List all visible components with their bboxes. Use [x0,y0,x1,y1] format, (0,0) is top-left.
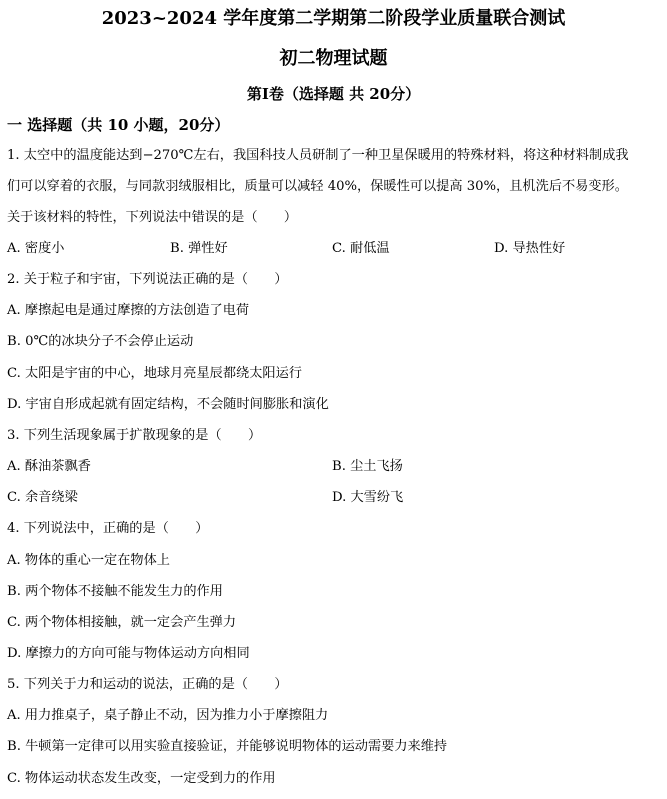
question-1-option-a: A. 密度小 [7,241,65,256]
question-2-option-d: D. 宇宙自形成起就有固定结构，不会随时间膨胀和演化 [7,397,329,412]
question-1-option-c: C. 耐低温 [332,241,390,256]
question-3-option-d: D. 大雪纷飞 [332,490,404,505]
question-4-option-c: C. 两个物体相接触，就一定会产生弹力 [7,615,237,630]
question-5-option-c: C. 物体运动状态发生改变，一定受到力的作用 [7,771,276,786]
section-title: 一 选择题（共 10 小题，20分） [7,116,230,134]
question-4-option-a: A. 物体的重心一定在物体上 [7,553,170,568]
question-2-option-a: A. 摩擦起电是通过摩擦的方法创造了电荷 [7,303,250,318]
question-3-option-a: A. 酥油茶飘香 [7,459,91,474]
question-1-stem-line-3: 关于该材料的特性，下列说法中错误的是（ ） [7,210,298,225]
subject-title: 初二物理试题 [279,48,388,69]
question-4-option-b: B. 两个物体不接触不能发生力的作用 [7,584,223,599]
question-5-stem: 5. 下列关于力和运动的说法，正确的是（ ） [7,677,288,692]
exam-title: 2023~2024 学年度第二学期第二阶段学业质量联合测试 [101,8,566,29]
question-1-stem-line-2: 们可以穿着的衣服，与同款羽绒服相比，质量可以减轻 40%，保暖性可以提高 30%，且机洗后不易变形。 [7,179,628,194]
question-3-stem: 3. 下列生活现象属于扩散现象的是（ ） [7,428,262,443]
part-title: 第Ⅰ卷（选择题 共 20分） [246,85,421,103]
question-5-option-a: A. 用力推桌子，桌子静止不动，因为推力小于摩擦阻力 [7,708,329,723]
question-3-option-b: B. 尘土飞扬 [332,459,403,474]
question-1-stem-line-1: 1. 太空中的温度能达到−270℃左右，我国科技人员研制了一种卫星保暖用的特殊材料，将这种材料制成我 [7,148,629,163]
question-5-option-b: B. 牛顿第一定律可以用实验直接验证，并能够说明物体的运动需要力来维持 [7,739,448,754]
question-4-option-d: D. 摩擦力的方向可能与物体运动方向相同 [7,646,250,661]
question-1-option-d: D. 导热性好 [494,241,566,256]
question-2-stem: 2. 关于粒子和宇宙，下列说法正确的是（ ） [7,272,288,287]
question-1-option-b: B. 弹性好 [170,241,228,256]
question-2-option-c: C. 太阳是宇宙的中心，地球月亮星辰都绕太阳运行 [7,366,302,381]
question-3-option-c: C. 余音绕梁 [7,490,78,505]
question-2-option-b: B. 0℃的冰块分子不会停止运动 [7,334,194,349]
question-4-stem: 4. 下列说法中，正确的是（ ） [7,521,209,536]
